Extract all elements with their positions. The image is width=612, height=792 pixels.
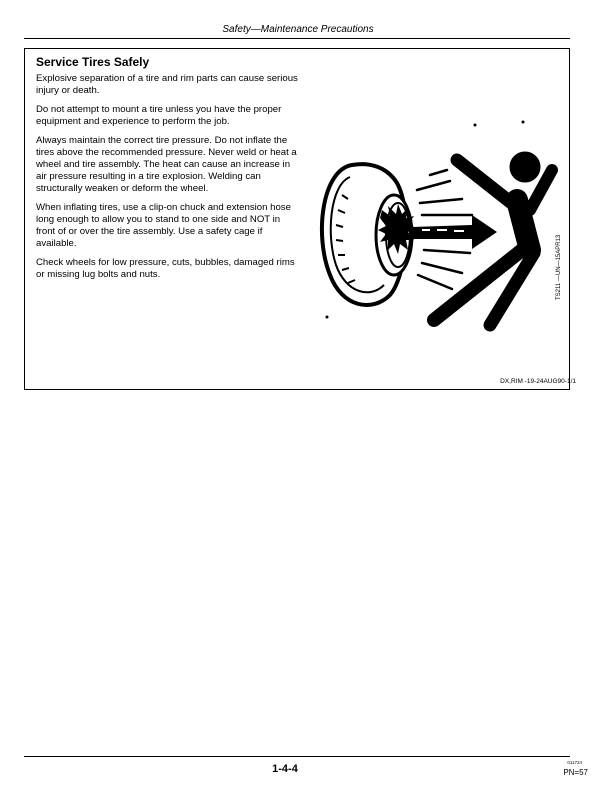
header-divider bbox=[24, 38, 570, 39]
figure-id: TS211 —UN—15APR13 bbox=[556, 234, 562, 300]
tire-explosion-illustration bbox=[312, 115, 562, 345]
page-number: 1-4-4 bbox=[272, 763, 298, 775]
page-pn: PN=57 bbox=[563, 768, 588, 777]
footer-small-code: 011724 bbox=[567, 760, 582, 765]
page-header-title: Safety—Maintenance Precautions bbox=[222, 24, 374, 35]
arrow-icon bbox=[412, 215, 497, 249]
section-body bbox=[36, 73, 298, 288]
paragraph: Always maintain the correct tire pressure. Do not inflate the tires above the recommended pressure. Never weld or heat a wheel and tire assembly. The heat can cause an increase in air pressure resulting in a tire explosion. Welding can structurally weaken or deform the wheel. bbox=[36, 135, 297, 194]
document-code: DX,RIM -19-24AUG90-1/1 bbox=[500, 378, 576, 385]
section-title: Service Tires Safely bbox=[36, 55, 150, 69]
paragraph: Explosive separation of a tire and rim parts can cause serious injury or death. bbox=[36, 73, 298, 96]
paragraph: Check wheels for low pressure, cuts, bubbles, damaged rims or missing lug bolts and nuts. bbox=[36, 257, 295, 280]
paragraph: Do not attempt to mount a tire unless you have the proper equipment and experience to perform the job. bbox=[36, 104, 282, 127]
tire-icon bbox=[322, 164, 416, 305]
paragraph: When inflating tires, use a clip-on chuck and extension hose long enough to allow you to stand to one side and NOT in front of or over the tire assembly. Use a safety cage if available. bbox=[36, 202, 291, 249]
footer-divider bbox=[24, 756, 570, 757]
